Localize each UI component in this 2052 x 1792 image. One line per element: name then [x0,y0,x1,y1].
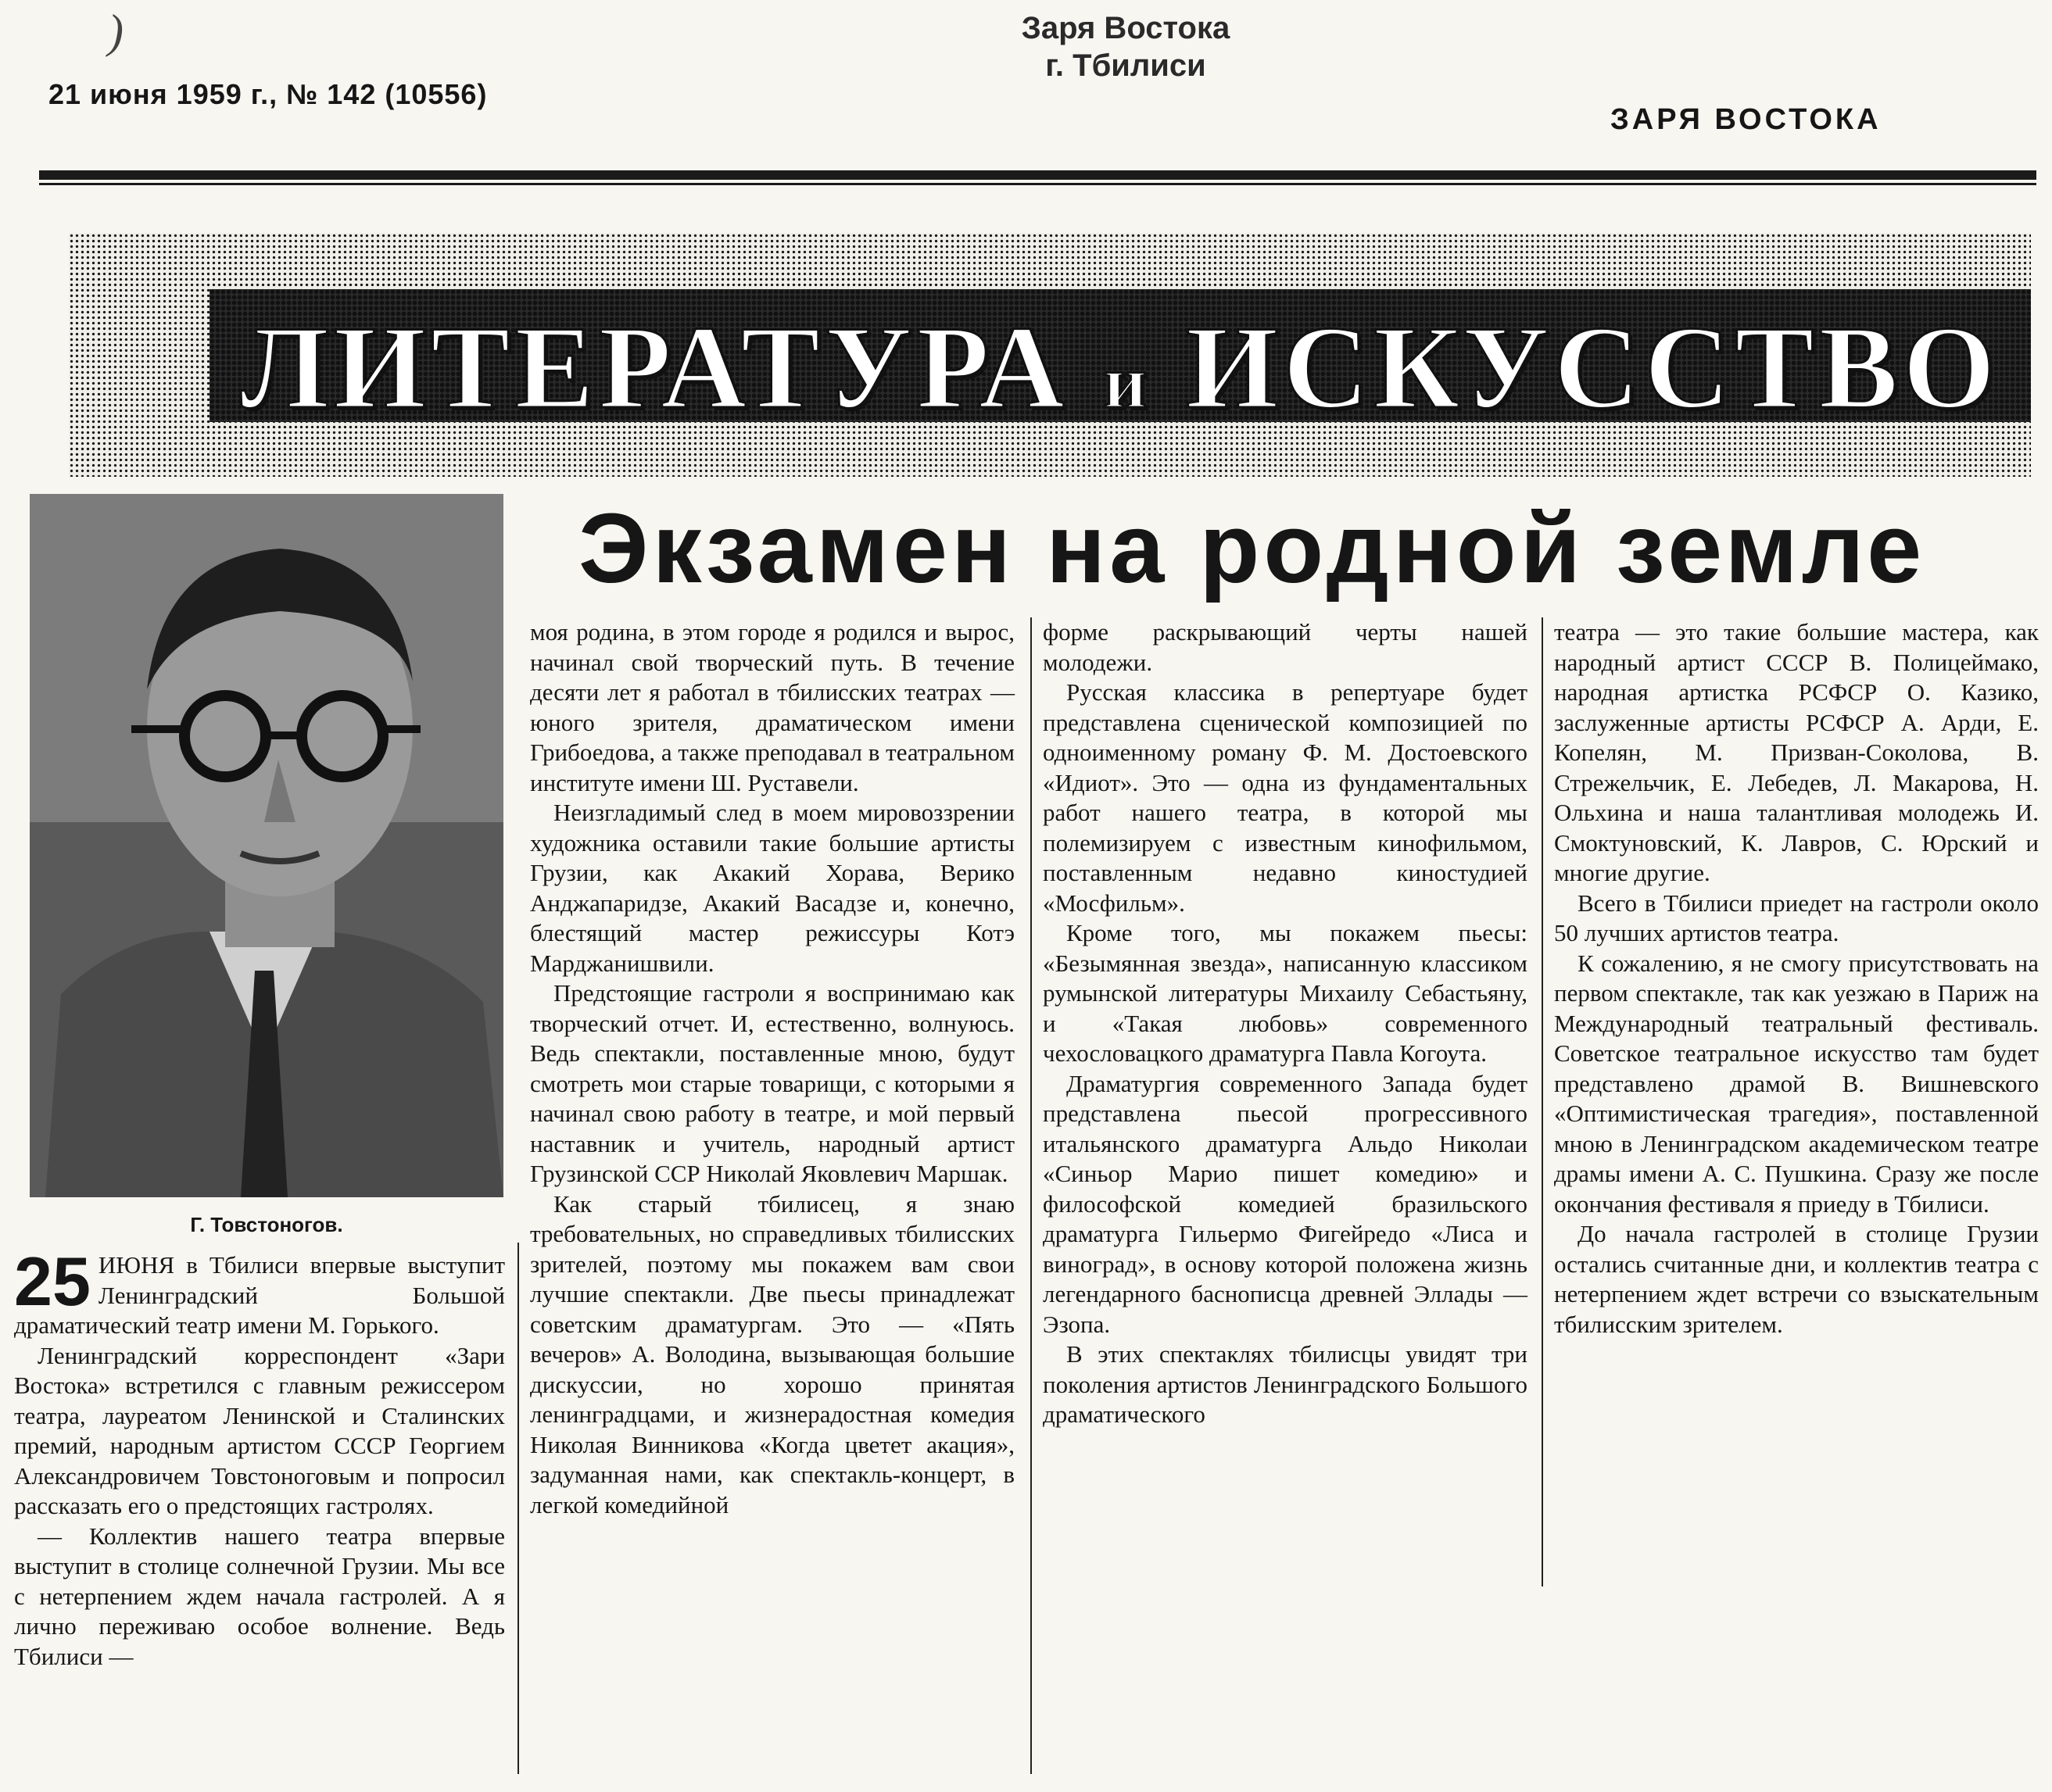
column-divider [517,1243,519,1774]
section-title-literature: ЛИТЕРАТУРА [240,302,1069,433]
article-paragraph: В этих спектаклях тбилисцы увидят три поколения артистов Ленинградского Большого драматического [1043,1340,1527,1428]
article-column-3 [1043,617,1527,1430]
article-paragraph: Ленинградский корреспондент «Зари Востока» встретился с главным режиссером театра, лауреатом Ленинской и Сталинских премий, народным артистом СССР Георгием Александровичем Товстоноговым и попросил рассказать его о предстоящих гастролях. [14,1341,505,1519]
article-headline: Экзамен на родной земле [578,493,1926,603]
portrait-image [30,494,503,1197]
section-banner [69,233,2031,477]
article-paragraph: К сожалению, я не смогу присутствовать на первом спектакле, так как уезжаю в Париж на Международный театральный фестиваль. Советское театральное искусство там будет представлено драмой В. Вишневского «Оптимистическая трагедия», поставленной мною в Ленинградском академическом театре драмы имени А. С. Пушкина. Сразу же после окончания фестиваля я приеду в Тбилиси. [1554,949,2039,1218]
article-paragraph: Кроме того, мы покажем пьесы: «Безымянная звезда», написанную классиком румынской литературы Михаилу Себастьяну, и «Такая любовь» современного чехословацкого драматурга Павла Когоута. [1043,919,1527,1067]
portrait-photo [30,494,503,1197]
photo-caption: Г. Товстоногов. [190,1213,343,1236]
archive-stamp [977,9,1274,84]
section-title-and: и [1103,340,1152,424]
section-title-art: ИСКУССТВО [1186,302,2000,433]
article-paragraph: До начала гастролей в столице Грузии остались считанные дни, и коллектив театра с нетерпением ждет встречи со взыскательным тбилисским зрителем. [1554,1220,2039,1338]
handwritten-mark: ) [108,5,124,57]
article-paragraph: театра — это такие большие мастера, как народный артист СССР В. Полицеймако, народная артистка РСФСР О. Казико, заслуженные артисты РСФСР А. Арди, Е. Копелян, М. Призван-Соколова, В. Стрежельчик, Е. Лебедев, Л. Макарова, Н. Ольхина и наша талантливая молодежь И. Смоктуновский, К. Лавров, С. Юрский и многие другие. [1554,618,2039,886]
article-column-2 [530,617,1015,1520]
dropcap-date: 25 [14,1243,91,1320]
section-title [209,302,2031,445]
stamp-city: г. Тбилиси [1045,48,1206,83]
column-divider [1542,617,1543,1586]
issue-date-line: 21 июня 1959 г., № 142 (10556) [48,78,488,110]
newspaper-masthead: ЗАРЯ ВОСТОКА [1610,103,1882,136]
article-column-1 [14,1243,505,1672]
article-column-4 [1554,617,2039,1340]
article-paragraph: форме раскрывающий черты нашей молодежи. [1043,618,1527,676]
article-paragraph: Предстоящие гастроли я воспринимаю как творческий отчет. И, естественно, волнуюсь. Ведь спектакли, поставленные мною, будут смотреть мои старые товарищи, с которыми я начинал свою работу в театре, и мой первый наставник и учитель, народный артист Грузинской ССР Николай Яковлевич Маршак. [530,979,1015,1187]
article-paragraph: Драматургия современного Запада будет представлена пьесой прогрессивного итальянского драматурга Альдо Николаи «Синьор Марио пишет комедию» и философской комедией бразильского драматурга Гильермо Фигейредо «Лиса и виноград», в основу которой положена жизнь легендарного баснописца древней Эллады — Эзопа. [1043,1069,1527,1338]
article-paragraph: Всего в Тбилиси приедет на гастроли около 50 лучших артистов театра. [1554,889,2039,946]
header-rule-thin [39,183,2036,185]
section-banner-plate [209,289,2031,433]
stamp-newspaper-name: Заря Востока [1021,11,1230,45]
article-paragraph: ИЮНЯ в Тбилиси впервые выступит Ленинградский Большой драматический театр имени М. Горького. [14,1251,505,1339]
article-paragraph: Как старый тбилисец, я знаю требовательных, но справедливых тбилисских зрителей, поэтому мы покажем вам свои лучшие спектакли. Две пьесы принадлежат советским драматургам. Это — «Пять вечеров» А. Володина, вызывающая большие дискуссии, но хорошо принятая ленинградцами, и жизнерадостная комедия Николая Винникова «Когда цветет акация», задуманная нами, как спектакль-концерт, в легкой комедийной [530,1189,1015,1518]
article-paragraph: — Коллектив нашего театра впервые выступит в столице солнечной Грузии. Мы все с нетерпением ждем начала гастролей. А я лично переживаю особое волнение. Ведь Тбилиси — [14,1522,505,1670]
article-paragraph: моя родина, в этом городе я родился и вырос, начинал свой творческий путь. В течение десяти лет я работал в тбилисских театрах — юного зрителя, драматическом имени Грибоедова, а также преподавал в театральном институте имени Ш. Руставели. [530,618,1015,796]
header-rule [39,170,2036,180]
article-paragraph: Неизгладимый след в моем мировоззрении художника оставили такие большие артисты Грузии, как Акакий Хорава, Верико Анджапаридзе, Акакий Васадзе и, конечно, блестящий мастер режиссуры Котэ Марджанишвили. [530,799,1015,977]
column-divider [1030,617,1032,1774]
article-paragraph: Русская классика в репертуаре будет представлена сценической композицией по одноименному роману Ф. М. Достоевского «Идиот». Это — одна из фундаментальных работ нашего театра, в которой мы полемизируем с известным кинофильмом, поставленным недавно киностудией «Мосфильм». [1043,678,1527,917]
